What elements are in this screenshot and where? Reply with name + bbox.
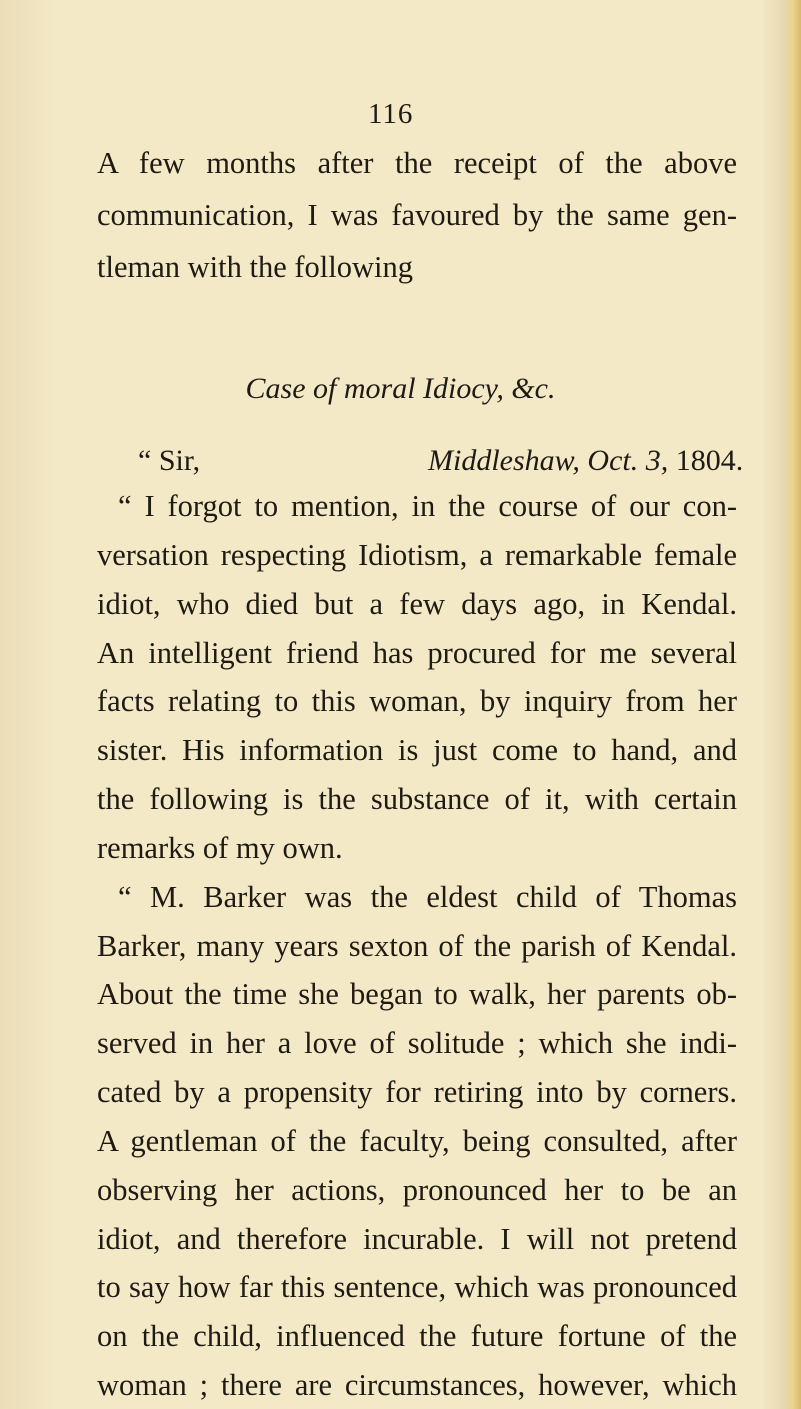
body-line-4: An intelligent friend has procured for me several — [97, 636, 737, 670]
intro-line-2: communication, I was favoured by the same gen- — [97, 198, 737, 232]
body-line-18: on the child, influenced the future fortune of the — [97, 1319, 737, 1353]
body-line-19: woman ; there are circumstances, however, which — [97, 1368, 737, 1402]
body-line-16: idiot, and therefore incurable. I will not pretend — [97, 1222, 737, 1256]
body-line-12: served in her a love of solitude ; which she indi- — [97, 1026, 737, 1060]
letter-salutation: “ Sir, — [138, 444, 201, 477]
body-line-5: facts relating to this woman, by inquiry from her — [97, 684, 737, 718]
intro-line-3: tleman with the following — [97, 250, 413, 284]
body-line-3: idiot, who died but a few days ago, in Kendal. — [97, 587, 737, 621]
body-line-2: versation respecting Idiotism, a remarkable female — [97, 538, 737, 572]
page-number: 116 — [368, 98, 414, 130]
page-edge — [783, 0, 801, 1409]
case-heading: Case of moral Idiocy, &c. — [245, 372, 556, 405]
body-line-10: Barker, many years sexton of the parish of Kendal. — [97, 929, 737, 963]
body-line-15: observing her actions, pronounced her to be an — [97, 1173, 737, 1207]
body-line-14: A gentleman of the faculty, being consulted, after — [97, 1124, 737, 1158]
body-line-8: remarks of my own. — [97, 831, 343, 865]
body-line-11: About the time she began to walk, her parents ob- — [97, 977, 737, 1011]
body-line-17: to say how far this sentence, which was pronounced — [97, 1270, 737, 1304]
body-line-9: “ M. Barker was the eldest child of Thomas — [118, 880, 737, 914]
dateline-year: 1804. — [675, 444, 744, 477]
body-line-1: “ I forgot to mention, in the course of our con- — [118, 489, 737, 523]
body-line-7: the following is the substance of it, with certain — [97, 782, 737, 816]
body-line-13: cated by a propensity for retiring into by corners. — [97, 1075, 737, 1109]
dateline-place: Middleshaw, Oct. 3, — [428, 444, 669, 477]
body-line-6: sister. His information is just come to hand, and — [97, 733, 737, 767]
intro-line-1: A few months after the receipt of the above — [97, 146, 737, 180]
letter-dateline — [428, 444, 743, 478]
